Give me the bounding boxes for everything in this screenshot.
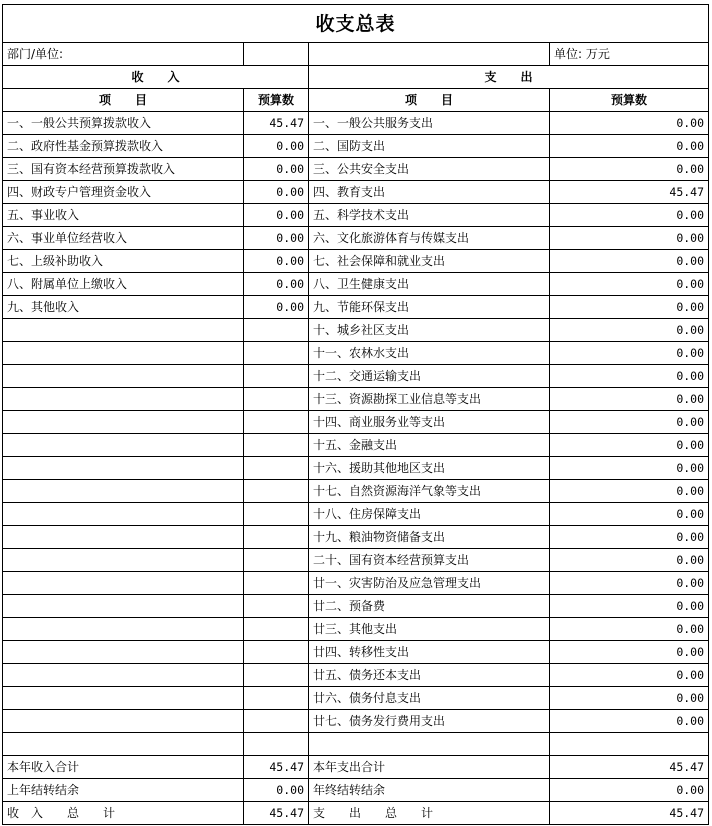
income-amount-cell bbox=[244, 434, 309, 457]
income-amount-cell bbox=[244, 664, 309, 687]
expense-item-cell: 十三、资源勘探工业信息等支出 bbox=[309, 388, 550, 411]
income-item-cell: 五、事业收入 bbox=[3, 204, 244, 227]
expense-amount-cell: 0.00 bbox=[550, 572, 709, 595]
income-item-cell bbox=[3, 664, 244, 687]
expense-amount-cell: 0.00 bbox=[550, 388, 709, 411]
expense-amount-cell: 0.00 bbox=[550, 503, 709, 526]
expense-item-cell: 十、城乡社区支出 bbox=[309, 319, 550, 342]
income-amount-header: 预算数 bbox=[244, 89, 309, 112]
table-row bbox=[3, 158, 709, 181]
expense-item-cell: 十四、商业服务业等支出 bbox=[309, 411, 550, 434]
expense-amount-cell: 0.00 bbox=[550, 135, 709, 158]
expense-grand-total-label: 支 出 总 计 bbox=[309, 802, 550, 825]
table-row bbox=[3, 342, 709, 365]
table-row bbox=[3, 434, 709, 457]
expense-amount-header: 预算数 bbox=[550, 89, 709, 112]
income-item-cell bbox=[3, 733, 244, 756]
expense-item-cell: 五、科学技术支出 bbox=[309, 204, 550, 227]
income-amount-cell bbox=[244, 480, 309, 503]
income-amount-cell: 0.00 bbox=[244, 181, 309, 204]
expense-amount-cell: 0.00 bbox=[550, 687, 709, 710]
expense-item-cell: 一、一般公共服务支出 bbox=[309, 112, 550, 135]
expense-item-cell: 廿二、预备费 bbox=[309, 595, 550, 618]
expense-amount-cell: 0.00 bbox=[550, 411, 709, 434]
expense-amount-cell: 0.00 bbox=[550, 273, 709, 296]
table-row bbox=[3, 365, 709, 388]
income-amount-cell: 0.00 bbox=[244, 273, 309, 296]
income-amount-cell bbox=[244, 733, 309, 756]
income-grand-total-label: 收 入 总 计 bbox=[3, 802, 244, 825]
expense-amount-cell: 0.00 bbox=[550, 595, 709, 618]
income-amount-cell: 0.00 bbox=[244, 204, 309, 227]
table-row bbox=[3, 526, 709, 549]
table-row bbox=[3, 227, 709, 250]
table-row bbox=[3, 687, 709, 710]
expense-item-cell: 十五、金融支出 bbox=[309, 434, 550, 457]
income-item-cell: 八、附属单位上缴收入 bbox=[3, 273, 244, 296]
grand-total-row bbox=[3, 802, 709, 825]
expense-item-cell: 十一、农林水支出 bbox=[309, 342, 550, 365]
income-amount-cell bbox=[244, 572, 309, 595]
expense-amount-cell: 0.00 bbox=[550, 618, 709, 641]
income-item-cell bbox=[3, 365, 244, 388]
income-year-total: 45.47 bbox=[244, 756, 309, 779]
table-row bbox=[3, 135, 709, 158]
title-row bbox=[3, 5, 709, 43]
expense-item-cell: 廿三、其他支出 bbox=[309, 618, 550, 641]
expense-amount-cell: 0.00 bbox=[550, 112, 709, 135]
expense-item-cell: 廿五、债务还本支出 bbox=[309, 664, 550, 687]
expense-item-cell bbox=[309, 733, 550, 756]
income-amount-cell bbox=[244, 549, 309, 572]
data-rows bbox=[3, 112, 709, 756]
expense-item-cell: 十二、交通运输支出 bbox=[309, 365, 550, 388]
income-amount-cell bbox=[244, 595, 309, 618]
table-row bbox=[3, 618, 709, 641]
income-section-header: 收 入 bbox=[3, 66, 309, 89]
income-amount-cell bbox=[244, 365, 309, 388]
income-amount-cell bbox=[244, 618, 309, 641]
expense-amount-cell bbox=[550, 733, 709, 756]
info-row bbox=[3, 43, 709, 66]
income-amount-cell bbox=[244, 710, 309, 733]
expense-item-cell: 八、卫生健康支出 bbox=[309, 273, 550, 296]
expense-amount-cell: 0.00 bbox=[550, 641, 709, 664]
income-amount-cell bbox=[244, 503, 309, 526]
table-row bbox=[3, 664, 709, 687]
carryover-row bbox=[3, 779, 709, 802]
income-item-cell bbox=[3, 503, 244, 526]
table-row bbox=[3, 411, 709, 434]
income-amount-cell bbox=[244, 641, 309, 664]
expense-amount-cell: 0.00 bbox=[550, 296, 709, 319]
table-row bbox=[3, 296, 709, 319]
table-row bbox=[3, 641, 709, 664]
income-amount-cell: 0.00 bbox=[244, 250, 309, 273]
income-amount-cell bbox=[244, 388, 309, 411]
expense-amount-cell: 0.00 bbox=[550, 319, 709, 342]
expense-amount-cell: 0.00 bbox=[550, 204, 709, 227]
expense-item-cell: 二、国防支出 bbox=[309, 135, 550, 158]
income-item-cell: 九、其他收入 bbox=[3, 296, 244, 319]
expense-amount-cell: 0.00 bbox=[550, 526, 709, 549]
table-row bbox=[3, 181, 709, 204]
expense-item-cell: 廿四、转移性支出 bbox=[309, 641, 550, 664]
expense-item-cell: 九、节能环保支出 bbox=[309, 296, 550, 319]
income-year-total-label: 本年收入合计 bbox=[3, 756, 244, 779]
dept-label: 部门/单位: bbox=[3, 43, 244, 66]
income-amount-cell: 0.00 bbox=[244, 135, 309, 158]
table-row bbox=[3, 480, 709, 503]
unit-label: 单位: 万元 bbox=[550, 43, 709, 66]
table-title: 收支总表 bbox=[3, 5, 709, 43]
section-header-row bbox=[3, 66, 709, 89]
income-item-cell bbox=[3, 388, 244, 411]
table-row bbox=[3, 319, 709, 342]
expense-amount-cell: 0.00 bbox=[550, 227, 709, 250]
expense-section-header: 支 出 bbox=[309, 66, 709, 89]
table-row bbox=[3, 503, 709, 526]
income-amount-cell bbox=[244, 526, 309, 549]
table-row bbox=[3, 572, 709, 595]
dept-value-cell bbox=[244, 43, 309, 66]
table-row bbox=[3, 250, 709, 273]
table-row bbox=[3, 388, 709, 411]
year-end-carryover: 0.00 bbox=[550, 779, 709, 802]
expense-item-cell: 廿一、灾害防治及应急管理支出 bbox=[309, 572, 550, 595]
income-amount-cell bbox=[244, 411, 309, 434]
expense-amount-cell: 0.00 bbox=[550, 342, 709, 365]
expense-item-cell: 十八、住房保障支出 bbox=[309, 503, 550, 526]
income-grand-total: 45.47 bbox=[244, 802, 309, 825]
income-item-cell: 六、事业单位经营收入 bbox=[3, 227, 244, 250]
table-row bbox=[3, 733, 709, 756]
income-item-cell: 一、一般公共预算拨款收入 bbox=[3, 112, 244, 135]
expense-amount-cell: 0.00 bbox=[550, 480, 709, 503]
expense-amount-cell: 0.00 bbox=[550, 365, 709, 388]
expense-item-cell: 十七、自然资源海洋气象等支出 bbox=[309, 480, 550, 503]
income-item-cell: 七、上级补助收入 bbox=[3, 250, 244, 273]
income-item-cell bbox=[3, 342, 244, 365]
prior-carryover: 0.00 bbox=[244, 779, 309, 802]
income-amount-cell bbox=[244, 687, 309, 710]
income-amount-cell bbox=[244, 342, 309, 365]
income-item-cell bbox=[3, 710, 244, 733]
expense-amount-cell: 0.00 bbox=[550, 710, 709, 733]
income-amount-cell: 0.00 bbox=[244, 158, 309, 181]
expense-item-cell: 十六、援助其他地区支出 bbox=[309, 457, 550, 480]
income-item-cell bbox=[3, 411, 244, 434]
income-item-cell bbox=[3, 641, 244, 664]
table-row bbox=[3, 112, 709, 135]
income-item-cell: 二、政府性基金预算拨款收入 bbox=[3, 135, 244, 158]
expense-amount-cell: 0.00 bbox=[550, 434, 709, 457]
expense-item-cell: 四、教育支出 bbox=[309, 181, 550, 204]
info-empty-cell bbox=[309, 43, 550, 66]
expense-item-cell: 廿六、债务付息支出 bbox=[309, 687, 550, 710]
expense-item-cell: 十九、粮油物资储备支出 bbox=[309, 526, 550, 549]
table-row bbox=[3, 457, 709, 480]
expense-amount-cell: 45.47 bbox=[550, 181, 709, 204]
income-item-cell bbox=[3, 457, 244, 480]
expense-amount-cell: 0.00 bbox=[550, 457, 709, 480]
table-row bbox=[3, 710, 709, 733]
expense-amount-cell: 0.00 bbox=[550, 549, 709, 572]
expense-year-total: 45.47 bbox=[550, 756, 709, 779]
table-row bbox=[3, 273, 709, 296]
income-item-cell bbox=[3, 549, 244, 572]
income-item-cell bbox=[3, 618, 244, 641]
table-row bbox=[3, 549, 709, 572]
expense-year-total-label: 本年支出合计 bbox=[309, 756, 550, 779]
income-amount-cell bbox=[244, 319, 309, 342]
income-item-cell bbox=[3, 595, 244, 618]
income-item-cell bbox=[3, 480, 244, 503]
expense-amount-cell: 0.00 bbox=[550, 158, 709, 181]
income-amount-cell: 45.47 bbox=[244, 112, 309, 135]
income-item-header: 项 目 bbox=[3, 89, 244, 112]
income-item-cell bbox=[3, 687, 244, 710]
table-row bbox=[3, 204, 709, 227]
table-row bbox=[3, 595, 709, 618]
income-item-cell bbox=[3, 572, 244, 595]
income-item-cell: 四、财政专户管理资金收入 bbox=[3, 181, 244, 204]
budget-summary-sheet bbox=[2, 4, 708, 825]
expense-amount-cell: 0.00 bbox=[550, 250, 709, 273]
year-total-row bbox=[3, 756, 709, 779]
expense-item-cell: 廿七、债务发行费用支出 bbox=[309, 710, 550, 733]
expense-grand-total: 45.47 bbox=[550, 802, 709, 825]
income-item-cell: 三、国有资本经营预算拨款收入 bbox=[3, 158, 244, 181]
expense-amount-cell: 0.00 bbox=[550, 664, 709, 687]
expense-item-cell: 六、文化旅游体育与传媒支出 bbox=[309, 227, 550, 250]
income-amount-cell: 0.00 bbox=[244, 227, 309, 250]
prior-carryover-label: 上年结转结余 bbox=[3, 779, 244, 802]
income-amount-cell: 0.00 bbox=[244, 296, 309, 319]
column-header-row bbox=[3, 89, 709, 112]
expense-item-cell: 三、公共安全支出 bbox=[309, 158, 550, 181]
income-amount-cell bbox=[244, 457, 309, 480]
income-expense-table bbox=[2, 4, 709, 825]
expense-item-header: 项 目 bbox=[309, 89, 550, 112]
expense-item-cell: 二十、国有资本经营预算支出 bbox=[309, 549, 550, 572]
income-item-cell bbox=[3, 526, 244, 549]
year-end-carryover-label: 年终结转结余 bbox=[309, 779, 550, 802]
income-item-cell bbox=[3, 434, 244, 457]
expense-item-cell: 七、社会保障和就业支出 bbox=[309, 250, 550, 273]
income-item-cell bbox=[3, 319, 244, 342]
